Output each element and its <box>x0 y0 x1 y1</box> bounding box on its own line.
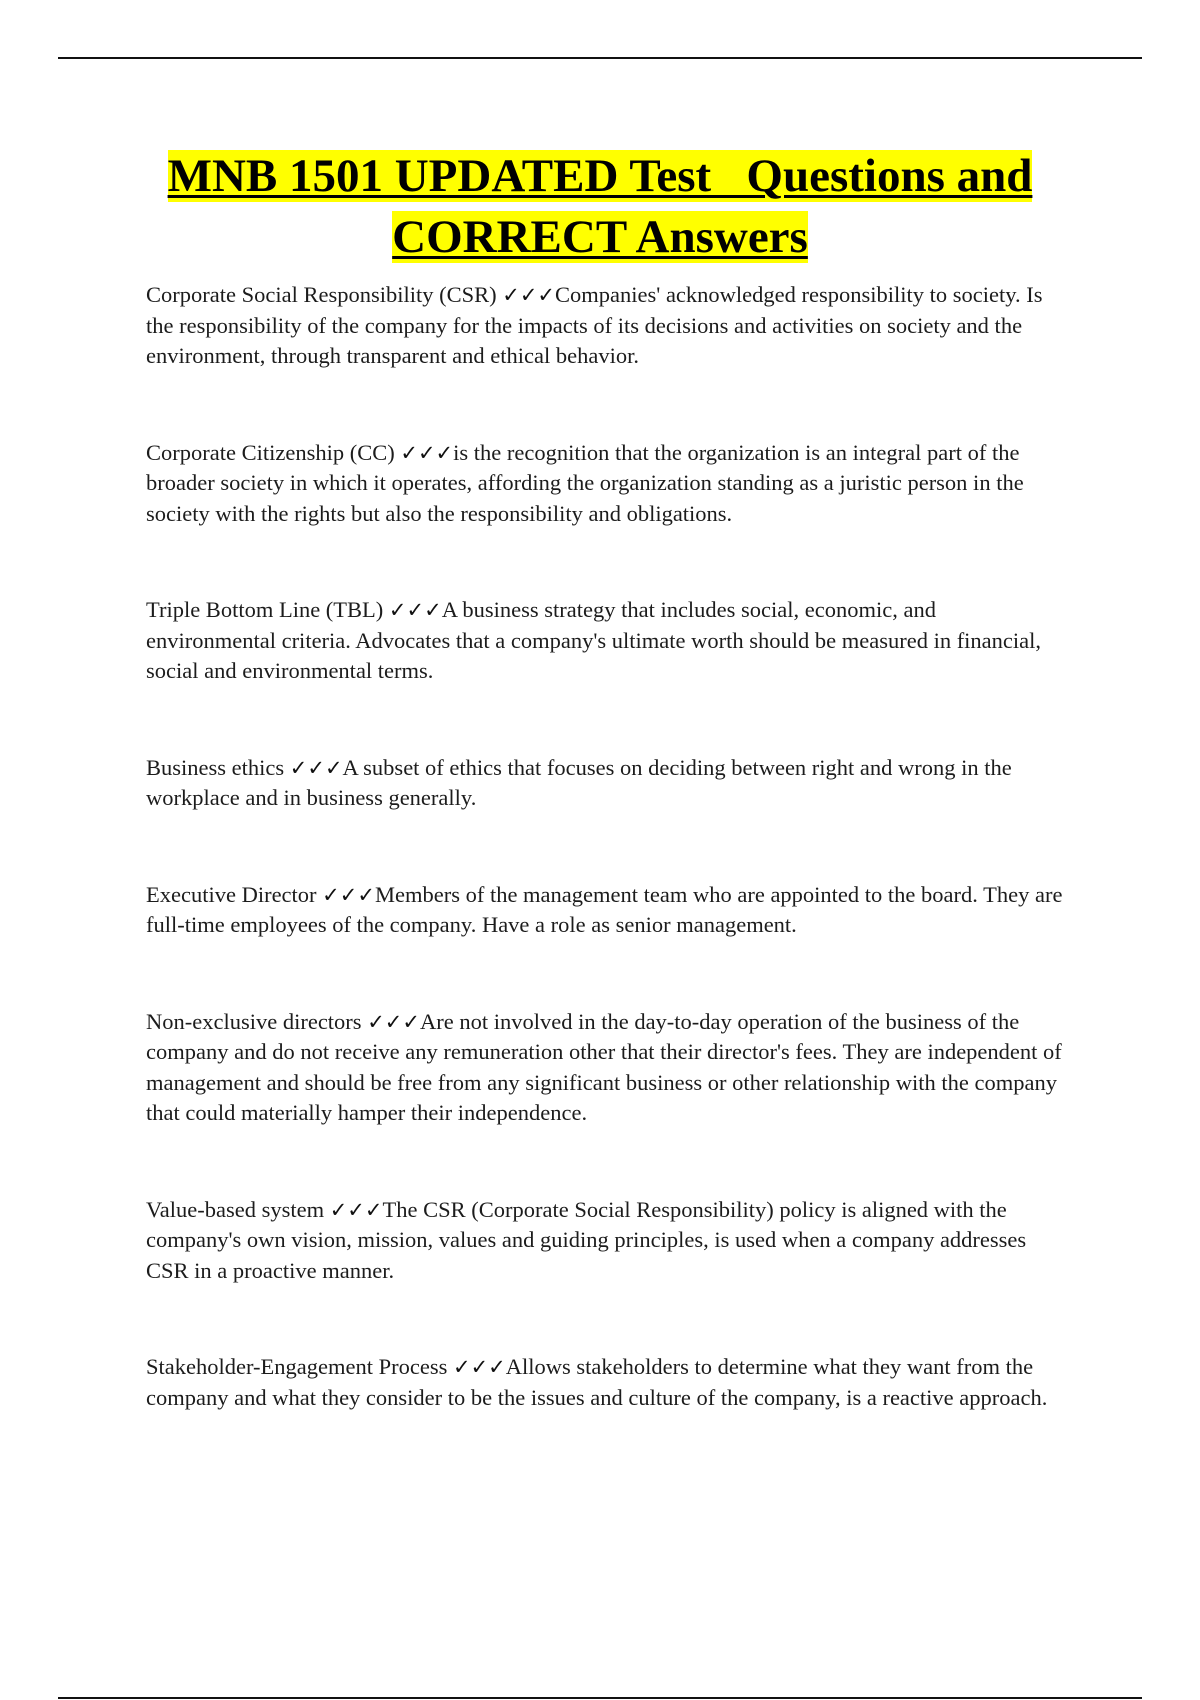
title-line-1: MNB 1501 UPDATED Test Questions and <box>167 150 1033 202</box>
checkmark-icon: ✓✓✓ <box>452 1355 506 1379</box>
checkmark-icon: ✓✓✓ <box>322 882 375 907</box>
entry-term: Corporate Citizenship (CC) <box>146 439 401 465</box>
entry-term: Value-based system <box>146 1196 330 1222</box>
document-title <box>100 146 1100 268</box>
qa-entry <box>146 1352 1066 1413</box>
entry-term: Stakeholder-Engagement Process <box>146 1354 453 1379</box>
qa-entry <box>146 280 1066 372</box>
qa-entry <box>146 1195 1066 1287</box>
checkmark-icon: ✓✓✓ <box>329 1197 383 1222</box>
entry-answer: Are not involved in the day-to-day operation of the business of the company and do not receive any remuneration other that their director's fees. They are independent of management and should be free from any significant business or other relationship with the company that could materially hamper their independence. <box>146 1008 1062 1125</box>
qa-entry <box>146 595 1066 687</box>
qa-entry <box>146 438 1066 530</box>
qa-entry <box>146 880 1066 941</box>
entry-answer: A subset of ethics that focuses on deciding between right and wrong in the workplace and in business generally. <box>146 754 1012 810</box>
entry-term: Executive Director <box>146 881 323 907</box>
title-line-2: CORRECT Answers <box>392 211 808 263</box>
entry-answer: Allows stakeholders to determine what they want from the company and what they consider to be the issues and culture of the company, is a reactive approach. <box>146 1354 1048 1410</box>
checkmark-icon: ✓✓✓ <box>400 440 454 465</box>
entry-term: Non-exclusive directors <box>146 1008 368 1034</box>
qa-entry <box>146 753 1066 814</box>
entry-answer: is the recognition that the organization is an integral part of the broader society in which it operates, affording the organization standing as a juristic person in the society with the rights but also the responsibility and obligations. <box>146 439 1024 526</box>
entry-answer: Members of the management team who are appointed to the board. They are full-time employees of the company. Have a role as senior management. <box>146 881 1063 937</box>
top-rule <box>58 57 1142 59</box>
entry-answer: Companies' acknowledged responsibility to society. Is the responsibility of the company for the impacts of its decisions and activities on society and the environment, through transparent and ethical behavior. <box>146 282 1043 368</box>
entry-answer: The CSR (Corporate Social Responsibility) policy is aligned with the company's own vision, mission, values and guiding principles, is used when a company addresses CSR in a proactive manner. <box>146 1196 1027 1283</box>
entry-term: Business ethics <box>146 754 290 780</box>
checkmark-icon: ✓✓✓ <box>502 283 556 307</box>
qa-list <box>146 280 1066 1479</box>
qa-entry <box>146 1007 1066 1129</box>
bottom-rule <box>58 1697 1142 1699</box>
entry-answer: A business strategy that includes social, economic, and environmental criteria. Advocates that a company's ultimate worth should be measured in financial, social and environmental terms. <box>146 597 1042 683</box>
entry-term: Triple Bottom Line (TBL) <box>146 597 389 622</box>
checkmark-icon: ✓✓✓ <box>289 755 343 780</box>
checkmark-icon: ✓✓✓ <box>388 598 442 622</box>
checkmark-icon: ✓✓✓ <box>367 1009 420 1034</box>
entry-term: Corporate Social Responsibility (CSR) <box>146 282 503 307</box>
